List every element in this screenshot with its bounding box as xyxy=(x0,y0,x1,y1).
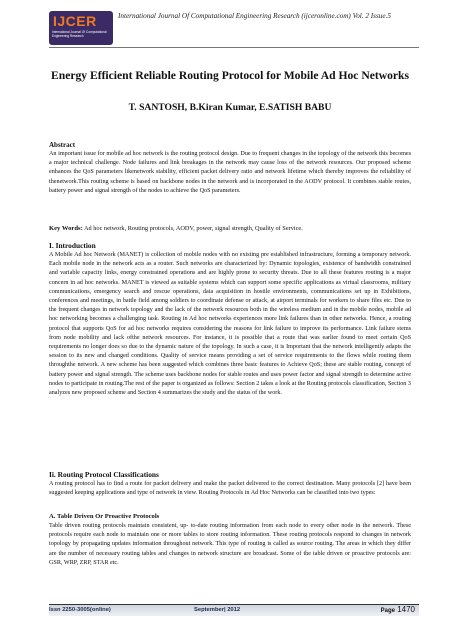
abstract-heading: Abstract xyxy=(49,141,76,149)
footer-page xyxy=(381,605,415,614)
page-footer xyxy=(49,604,419,616)
logo-text: IJCER xyxy=(53,13,97,29)
section-1-heading: I. Introduction xyxy=(49,241,96,250)
keywords xyxy=(49,225,411,232)
header-divider xyxy=(49,47,419,48)
section-1-text: A Mobile Ad hoc Network (MANET) is collection of mobile nodes with no existing pre established infrastructure, forming a temporary network. Each mobile node in the network acts as a router. Such networks are characterized by: Dynamic topologies, existence of bandwidth constrained and variable capacity links, energy constrained operations and are highly prone to security threats. Due to all these features routing is a major concern in ad hoc networks. MANET is viewed as suitable systems which can support some specific applications as virtual classrooms, military communications, emergency search and rescue operations, data acquisition in hostile environments, communications set up in Exhibitions, conferences and meetings, in battle field among soldiers to coordinate defense or attack, at airport terminals for workers to share files etc. Due to the frequent changes in network topology and the lack of the network resources both in the wireless medium and in the mobile nodes, mobile ad hoc networking becomes a challenging task. Routing in Ad hoc networks experiences more link failures than in other networks. Hence, a routing protocol that supports QoS for ad hoc networks requires considering the reasons for link failure to improve its performance. Link failure stems from node mobility and lack ofthe network resources. For instance, it is possible that a route that was earlier found to meet certain QoS requirements no longer does so due to the dynamic nature of the topology. In such a case, it is Important that the network intelligently adapts the session to its new and changed conditions. Quality of service means providing a set of service requirements to the flows while routing them throughthe network. A new scheme has been suggested which combines three basic features to Achieve QoS; these are stable routing, concept of battery power and signal strength. The scheme uses backbone nodes for stable routes and uses power factor and signal strength to determine active nodes to participate in routing.The rest of the paper is organized as follows: Section 2 takes a look at the Routing protocols classification, Section 3 analyzes new proposed scheme and Section 4 summarizes the study and the status of the work. xyxy=(49,252,411,397)
keywords-label: Key Words: xyxy=(49,225,83,232)
footer-date: September| 2012 xyxy=(194,607,241,613)
section-2-text: A routing protocol has to find a route for packet delivery and make the packet delivered to the correct destination. Many protocols [2] have been suggested keeping applications and type of network in view. Routing Protocols in Ad Hoc Networks can be classified into two types: xyxy=(49,481,411,497)
abstract-text: An important issue for mobile ad hoc network is the routing protocol design. Due to frequent changes in the topology of the network this becomes a major technical challenge. Node failures and link breakages in the network may cause loss of the network resources. Our proposed scheme enhances the QoS parameters likenetwork stability, efficient packet delivery ratio and network lifetime which thereby improves the reliability of thenetwork.This routing scheme is based on backbone nodes in the network and is incorporated in the AODV protocol. It combines stable routes, battery power and signal strength of the nodes to achieve the QoS parameters. xyxy=(49,151,411,194)
paper-title: Energy Efficient Reliable Routing Protocol for Mobile Ad Hoc Networks xyxy=(51,69,409,82)
keywords-text: Ad hoc network, Routing protocols, AODV, power, signal strength, Quality of Service. xyxy=(84,225,303,232)
footer-issn: Issn 2250-3005(online) xyxy=(49,607,111,613)
section-2-heading: Ii. Routing Protocol Classifications xyxy=(49,470,159,479)
paper-authors: T. SANTOSH, B.Kiran Kumar, E.SATISH BABU xyxy=(128,102,332,113)
logo-subtitle: International Journal Of Computational Engineering Research xyxy=(52,30,107,38)
journal-logo xyxy=(49,11,113,45)
footer-page-number: 1470 xyxy=(397,605,415,614)
subsection-a-text: Table driven routing protocols maintain consistent, up- to-date routing information from each node to every other node in the network. These protocols require each node to maintain one or more tables to store routing information. These routing protocols respond to changes in network topology by propagating updates information throughout network. This type of routing is called as source routing. The areas in which they differ are the number of necessary routing tables and changes in network structure are broadcast. Some of the table driven or proactive protocols are: GSR, WRP, ZRP, STAR etc. xyxy=(49,523,411,566)
footer-page-label: Page xyxy=(380,608,395,614)
journal-header: International Journal Of Computational Engineering Research (ijceronline.com) Vol. 2 Issue.5 xyxy=(118,12,391,20)
subsection-a-heading: A. Table Driven Or Proactive Protocols xyxy=(49,513,160,520)
